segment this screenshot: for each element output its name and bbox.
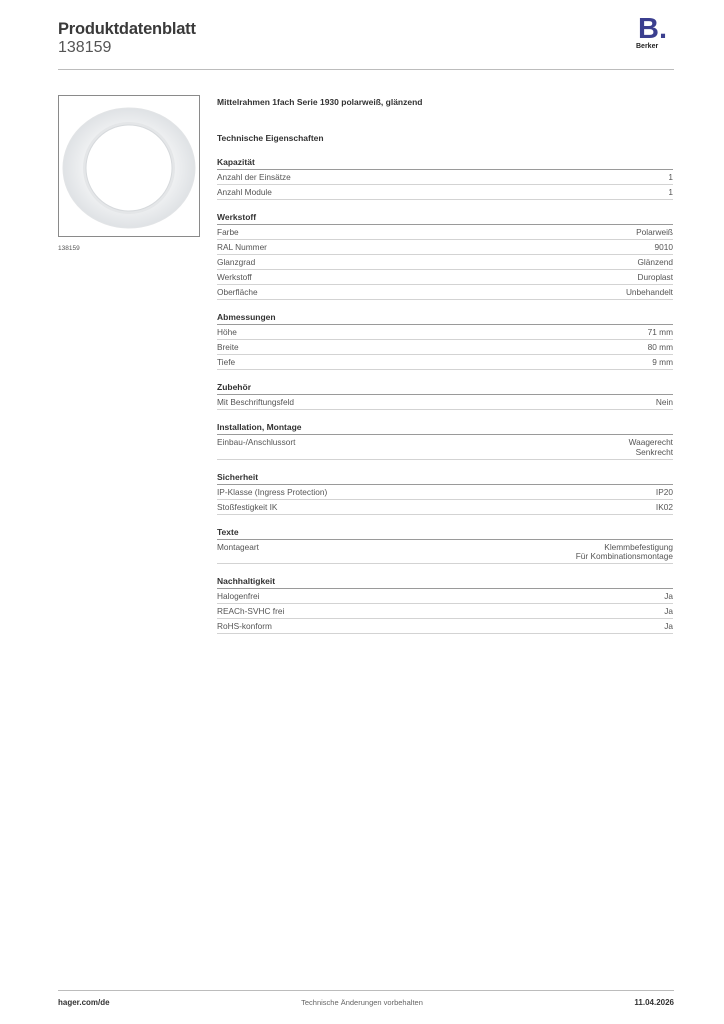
section [217, 472, 673, 515]
property-row [217, 500, 673, 515]
article-number: 138159 [58, 39, 112, 56]
property-value [636, 228, 673, 238]
property-value-line: IK02 [655, 501, 673, 512]
property-value [656, 488, 673, 498]
property-label: Einbau-/Anschlussort [217, 437, 296, 447]
property-value-line: 1 [668, 172, 673, 182]
property-label: Anzahl Module [217, 187, 272, 197]
section [217, 422, 673, 460]
property-value [664, 607, 673, 617]
property-label: Mit Beschriftungsfeld [217, 397, 295, 407]
property-value-line: Duroplast [637, 272, 673, 282]
section [217, 312, 673, 370]
property-value-line: 80 mm [647, 342, 673, 352]
section [217, 212, 673, 300]
section [217, 157, 673, 200]
property-label: Glanzgrad [217, 257, 256, 267]
property-value-line: Nein [655, 397, 673, 407]
property-value-line: Ja [664, 621, 673, 631]
property-value-line: Polarweiß [636, 227, 673, 237]
product-name: Mittelrahmen 1fach Serie 1930 polarweiß, glänzend [217, 97, 423, 107]
property-value [656, 398, 673, 408]
property-label: RoHS-konform [217, 621, 272, 631]
property-value [652, 358, 673, 368]
property-value [655, 243, 673, 253]
property-label: Tiefe [217, 357, 236, 367]
property-label: Farbe [217, 227, 239, 237]
property-value-line: Für Kombinationsmontage [575, 551, 673, 561]
image-caption: 138159 [58, 245, 80, 252]
footer-website: hager.com/de [58, 998, 110, 1007]
property-label: Stoßfestigkeit IK [217, 501, 278, 512]
section-title: Zubehör [217, 382, 673, 395]
section-title: Nachhaltigkeit [217, 576, 673, 589]
property-row [217, 170, 673, 185]
property-value [648, 343, 673, 353]
property-value [576, 543, 673, 562]
section-title: Texte [217, 527, 673, 540]
section [217, 382, 673, 410]
logo-mark: B. [638, 13, 667, 45]
property-label: Montageart [217, 541, 259, 552]
property-value [656, 503, 673, 513]
property-value-line: Glänzend [637, 257, 673, 267]
property-value-line: Ja [664, 606, 673, 616]
property-label: Oberfläche [217, 287, 258, 297]
section-title: Werkstoff [217, 212, 673, 225]
property-row [217, 619, 673, 634]
logo-text: Berker [636, 43, 659, 50]
footer-divider [58, 990, 674, 991]
footer-notice: Technische Änderungen vorbehalten [301, 998, 423, 1007]
property-value [637, 258, 673, 268]
property-sections [217, 157, 673, 634]
section [217, 527, 673, 565]
property-label: Breite [217, 342, 239, 352]
footer-date: 11.04.2026 [634, 998, 674, 1007]
property-row [217, 540, 673, 565]
property-row [217, 325, 673, 340]
property-value-line: 71 mm [647, 327, 673, 337]
property-row [217, 395, 673, 410]
property-value [626, 288, 673, 298]
property-value-line: Ja [664, 591, 673, 601]
property-row [217, 435, 673, 460]
property-label: Werkstoff [217, 272, 252, 282]
datasheet-content [217, 97, 673, 634]
property-value-line: 9010 [654, 242, 673, 252]
property-value [637, 273, 673, 283]
property-value-line: Waagerecht [628, 437, 673, 447]
property-row [217, 240, 673, 255]
property-row [217, 604, 673, 619]
property-row [217, 355, 673, 370]
property-value [668, 173, 673, 183]
property-label: Höhe [217, 327, 237, 337]
property-label: Halogenfrei [217, 591, 260, 601]
property-row [217, 255, 673, 270]
technical-properties-heading: Technische Eigenschaften [217, 133, 324, 143]
page-header [58, 13, 674, 70]
document-title: Produktdatenblatt [58, 20, 196, 38]
property-row [217, 285, 673, 300]
berker-logo [636, 14, 674, 54]
property-value [648, 328, 673, 338]
property-label: IP-Klasse (Ingress Protection) [217, 486, 328, 497]
property-row [217, 185, 673, 200]
frame-product-icon [59, 96, 199, 236]
property-value [664, 622, 673, 632]
property-row [217, 589, 673, 604]
property-value-line: 9 mm [652, 357, 673, 367]
property-value [629, 438, 673, 457]
property-value [668, 188, 673, 198]
section [217, 576, 673, 634]
property-value-line: Unbehandelt [625, 287, 673, 297]
property-value-line: IP20 [655, 486, 673, 497]
section-title: Sicherheit [217, 472, 673, 485]
property-row [217, 270, 673, 285]
header-divider [58, 69, 674, 70]
property-label: Anzahl der Einsätze [217, 172, 291, 182]
property-row [217, 340, 673, 355]
section-title: Kapazität [217, 157, 673, 170]
property-label: RAL Nummer [217, 242, 267, 252]
property-value-line: 1 [668, 187, 673, 197]
property-value [664, 592, 673, 602]
property-value-line: Senkrecht [635, 446, 673, 457]
property-row [217, 225, 673, 240]
section-title: Abmessungen [217, 312, 673, 325]
product-image [58, 95, 200, 237]
property-row [217, 485, 673, 500]
section-title: Installation, Montage [217, 422, 673, 435]
property-label: REACh-SVHC frei [217, 606, 285, 616]
property-value-line: Klemmbefestigung [604, 541, 673, 552]
